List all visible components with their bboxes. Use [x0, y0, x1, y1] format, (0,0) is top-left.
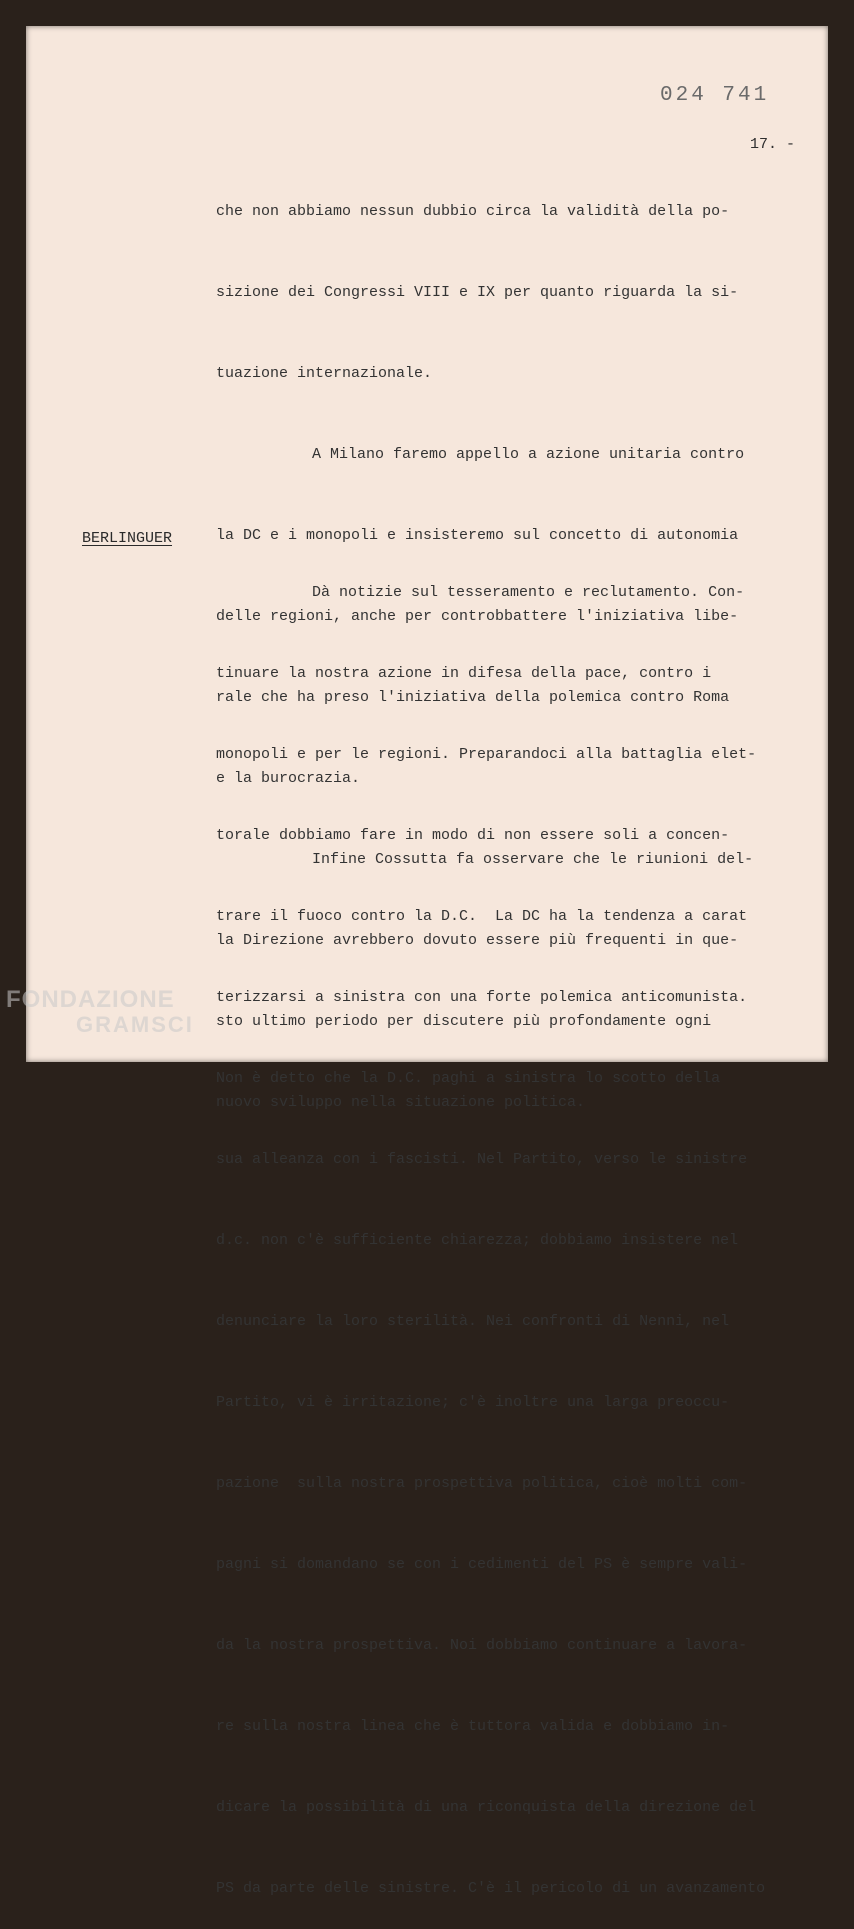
text-line: Dà notizie sul tesseramento e reclutamento. Con-: [312, 584, 745, 601]
text-line: sua alleanza con i fascisti. Nel Partito, verso le sinistre: [216, 1151, 748, 1168]
text-line: re sulla nostra linea che è tuttora valida e dobbiamo in-: [216, 1718, 730, 1735]
text-line: denunciare la loro sterilità. Nei confronti di Nenni, nel: [216, 1313, 730, 1330]
text-line: torale dobbiamo fare in modo di non essere soli a concen-: [216, 827, 730, 844]
text-line: la Direzione avrebbero dovuto essere più frequenti in que-: [216, 932, 739, 949]
text-line: A Milano faremo appello a azione unitaria contro: [312, 446, 745, 463]
watermark-line-2: GRAMSCI: [76, 1012, 194, 1037]
text-line: d.c. non c'è sufficiente chiarezza; dobbiamo insistere nel: [216, 1232, 739, 1249]
text-line: la DC e i monopoli e insisteremo sul concetto di autonomia: [216, 527, 739, 544]
speaker-name: BERLINGUER: [82, 530, 173, 547]
text-line: Infine Cossutta fa osservare che le riunioni del-: [312, 851, 754, 868]
text-line: che non abbiamo nessun dubbio circa la validità della po-: [216, 203, 730, 220]
text-line: e la burocrazia.: [216, 770, 361, 787]
text-line: pazione sulla nostra prospettiva politica, cioè molti com-: [216, 1475, 748, 1492]
text-line: dicare la possibilità di una riconquista della direzione del: [216, 1799, 757, 1816]
text-line: monopoli e per le regioni. Preparandoci alla battaglia elet-: [216, 746, 757, 763]
text-line: terizzarsi a sinistra con una forte polemica anticomunista.: [216, 989, 748, 1006]
text-line: sizione dei Congressi VIII e IX per quanto riguarda la si-: [216, 284, 739, 301]
text-line: nuovo sviluppo nella situazione politica.: [216, 1094, 586, 1111]
text-line: Non è detto che la D.C. paghi a sinistra lo scotto della: [216, 1070, 721, 1087]
text-line: trare il fuoco contro la D.C. La DC ha la tendenza a carat: [216, 908, 748, 925]
text-line: PS da parte delle sinistre. C'è il pericolo di un avanzamento: [216, 1880, 766, 1897]
paragraph-block-2: [216, 525, 806, 1929]
text-line: rale che ha preso l'iniziativa della polemica contro Roma: [216, 689, 730, 706]
watermark-logo: [6, 988, 194, 1036]
text-line: delle regioni, anche per controbbattere l'iniziativa libe-: [216, 608, 739, 625]
text-line: tuazione internazionale.: [216, 365, 433, 382]
text-line: sto ultimo periodo per discutere più profondamente ogni: [216, 1013, 712, 1030]
watermark-line-1: FONDAZIONE: [6, 986, 175, 1013]
archive-number: 024 741: [660, 84, 770, 107]
text-line: da la nostra prospettiva. Noi dobbiamo continuare a lavora-: [216, 1637, 748, 1654]
text-line: pagni si domandano se con i cedimenti del PS è sempre vali-: [216, 1556, 748, 1573]
page-number: 17. -: [750, 136, 796, 153]
text-line: Partito, vi è irritazione; c'è inoltre una larga preoccu-: [216, 1394, 730, 1411]
text-line: tinuare la nostra azione in difesa della pace, contro i: [216, 665, 712, 682]
